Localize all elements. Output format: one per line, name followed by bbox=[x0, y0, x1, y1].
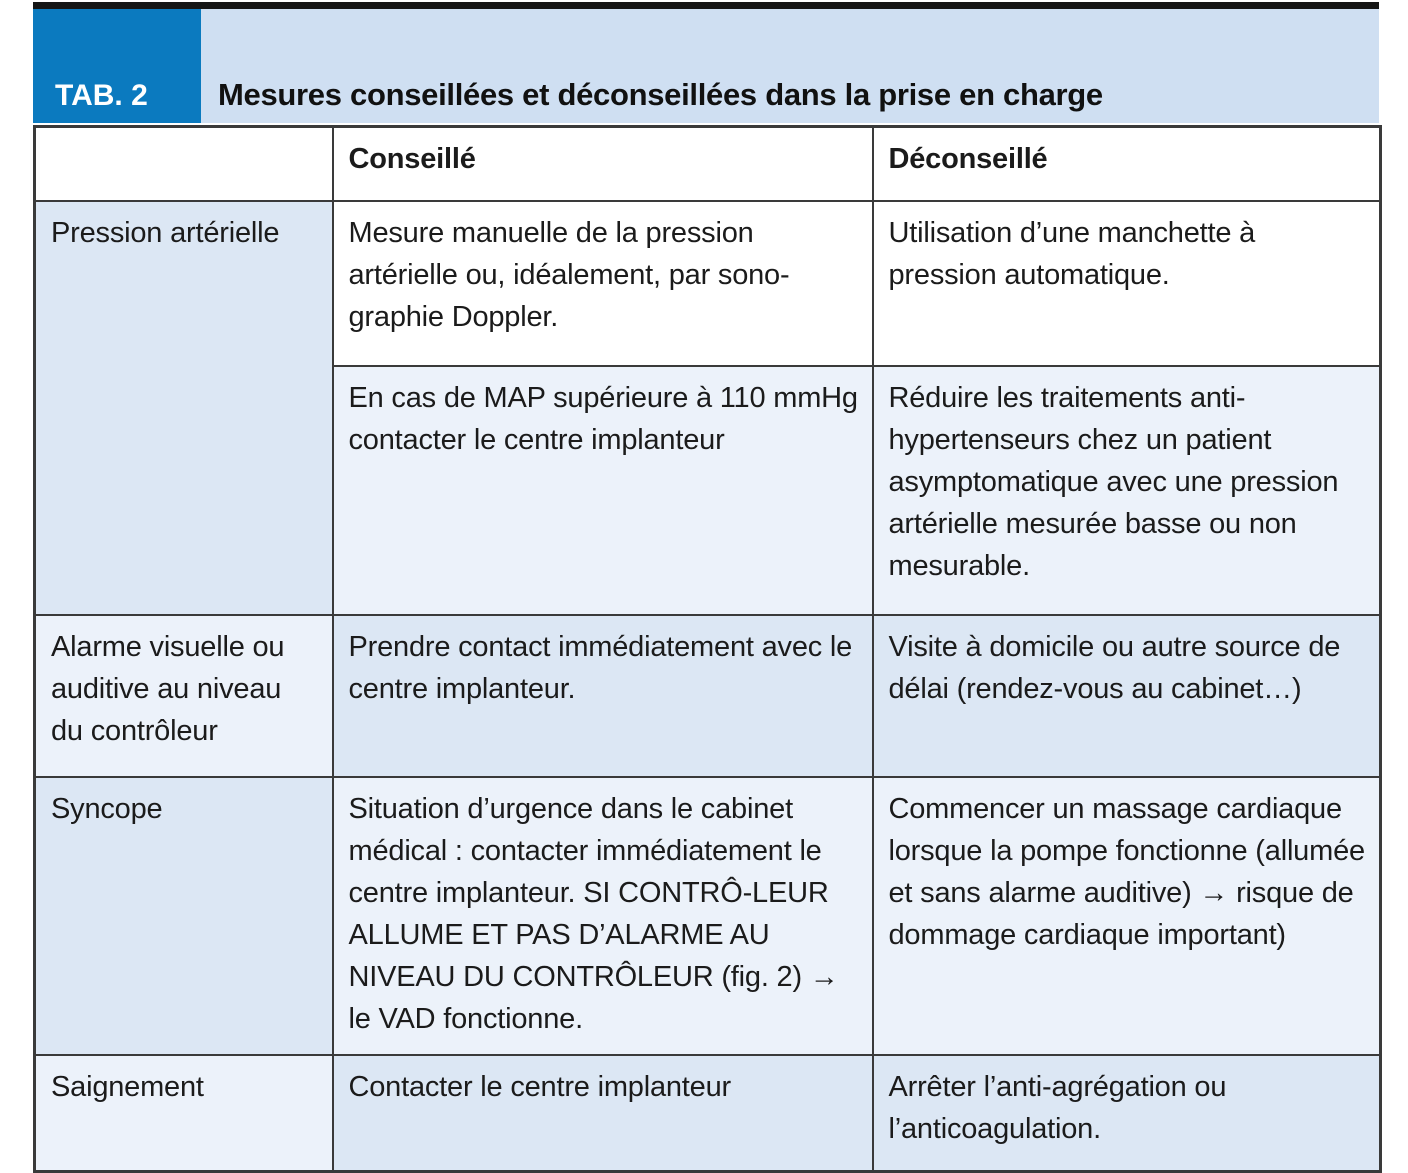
top-rule bbox=[33, 2, 1379, 9]
table-number-badge bbox=[33, 9, 201, 123]
table-header-band bbox=[33, 9, 1379, 123]
cell-pression-conseille-1: Mesure manuelle de la pression artérielle ou, idéalement, par sono-graphie Doppler. bbox=[333, 201, 873, 366]
cell-saignement-deconseille: Arrêter l’anti-agrégation ou l’anticoagulation. bbox=[873, 1055, 1381, 1172]
row-label-syncope: Syncope bbox=[35, 777, 333, 1055]
table-title: Mesures conseillées et déconseillées dans la prise en charge bbox=[218, 77, 1103, 112]
row-label-alarme: Alarme visuelle ou auditive au niveau du contrôleur bbox=[35, 615, 333, 777]
cell-pression-deconseille-2: Réduire les traitements anti-hypertenseurs chez un patient asymptomatique avec une pression artérielle mesurée basse ou non mesurable. bbox=[873, 366, 1381, 615]
mesures-table bbox=[33, 125, 1382, 1173]
cell-alarme-conseille: Prendre contact immédiatement avec le centre implanteur. bbox=[333, 615, 873, 777]
column-header-deconseille: Déconseillé bbox=[873, 127, 1381, 202]
table-row bbox=[35, 615, 1381, 777]
row-label-saignement: Saignement bbox=[35, 1055, 333, 1172]
cell-saignement-conseille: Contacter le centre implanteur bbox=[333, 1055, 873, 1172]
table-row bbox=[35, 201, 1381, 366]
column-header-row bbox=[35, 127, 1381, 202]
cell-pression-conseille-2: En cas de MAP supérieure à 110 mmHg contacter le centre implanteur bbox=[333, 366, 873, 615]
cell-pression-deconseille-1: Utilisation d’une manchette à pression automatique. bbox=[873, 201, 1381, 366]
column-header-blank bbox=[35, 127, 333, 202]
cell-syncope-deconseille: Commencer un massage cardiaque lorsque la pompe fonctionne (allumée et sans alarme auditive) → risque de dommage cardiaque important) bbox=[873, 777, 1381, 1055]
row-label-pression-arterielle: Pression artérielle bbox=[35, 201, 333, 615]
table-row bbox=[35, 777, 1381, 1055]
cell-syncope-conseille: Situation d’urgence dans le cabinet médical : contacter immédiatement le centre implanteur. SI CONTRÔ-LEUR ALLUME ET PAS D’ALARME AU NIVEAU DU CONTRÔLEUR (fig. 2) → le VAD fonctionne. bbox=[333, 777, 873, 1055]
table-number-label: TAB. 2 bbox=[55, 79, 148, 112]
cell-alarme-deconseille: Visite à domicile ou autre source de délai (rendez-vous au cabinet…) bbox=[873, 615, 1381, 777]
column-header-conseille: Conseillé bbox=[333, 127, 873, 202]
table-row bbox=[35, 1055, 1381, 1172]
